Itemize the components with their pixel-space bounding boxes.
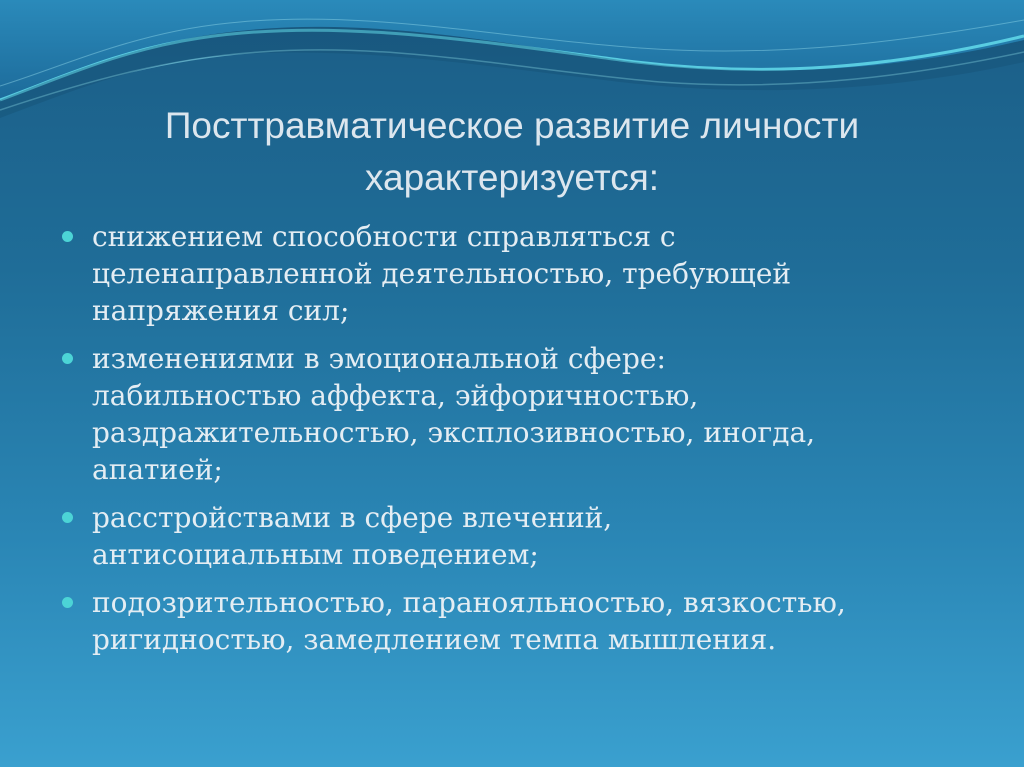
- bullet-text: [92, 584, 982, 658]
- bullet-line: снижением способности справляться с: [92, 220, 676, 253]
- bullet-item: [62, 584, 982, 658]
- slide-title-line: Посттравматическое развитие личности: [164, 105, 860, 146]
- bullet-line: антисоциальным поведением;: [92, 538, 539, 571]
- bullet-line: целенаправленной деятельностью, требующей: [92, 257, 792, 290]
- bullet-text: [92, 499, 982, 573]
- bullet-dot-icon: [62, 231, 73, 242]
- bullet-item: [62, 340, 982, 488]
- bullet-list: [62, 218, 982, 669]
- bullet-line: ригидностью, замедлением темпа мышления.: [92, 623, 777, 656]
- bullet-line: напряжения сил;: [92, 294, 350, 327]
- bullet-line: подозрительностью, паранояльностью, вязкостью,: [92, 586, 846, 619]
- bullet-text: [92, 218, 982, 329]
- bullet-line: изменениями в эмоциональной сфере:: [92, 342, 666, 375]
- bullet-line: раздражительностью, эксплозивностью, иногда,: [92, 416, 816, 449]
- bullet-item: [62, 218, 982, 329]
- bullet-text: [92, 340, 982, 488]
- bullet-dot-icon: [62, 353, 73, 364]
- slide-title-line: характеризуется:: [364, 157, 660, 198]
- bullet-dot-icon: [62, 597, 73, 608]
- bullet-line: расстройствами в сфере влечений,: [92, 501, 613, 534]
- slide-title: [0, 100, 1024, 204]
- bullet-line: апатией;: [92, 453, 223, 486]
- bullet-line: лабильностью аффекта, эйфоричностью,: [92, 379, 699, 412]
- bullet-item: [62, 499, 982, 573]
- bullet-dot-icon: [62, 512, 73, 523]
